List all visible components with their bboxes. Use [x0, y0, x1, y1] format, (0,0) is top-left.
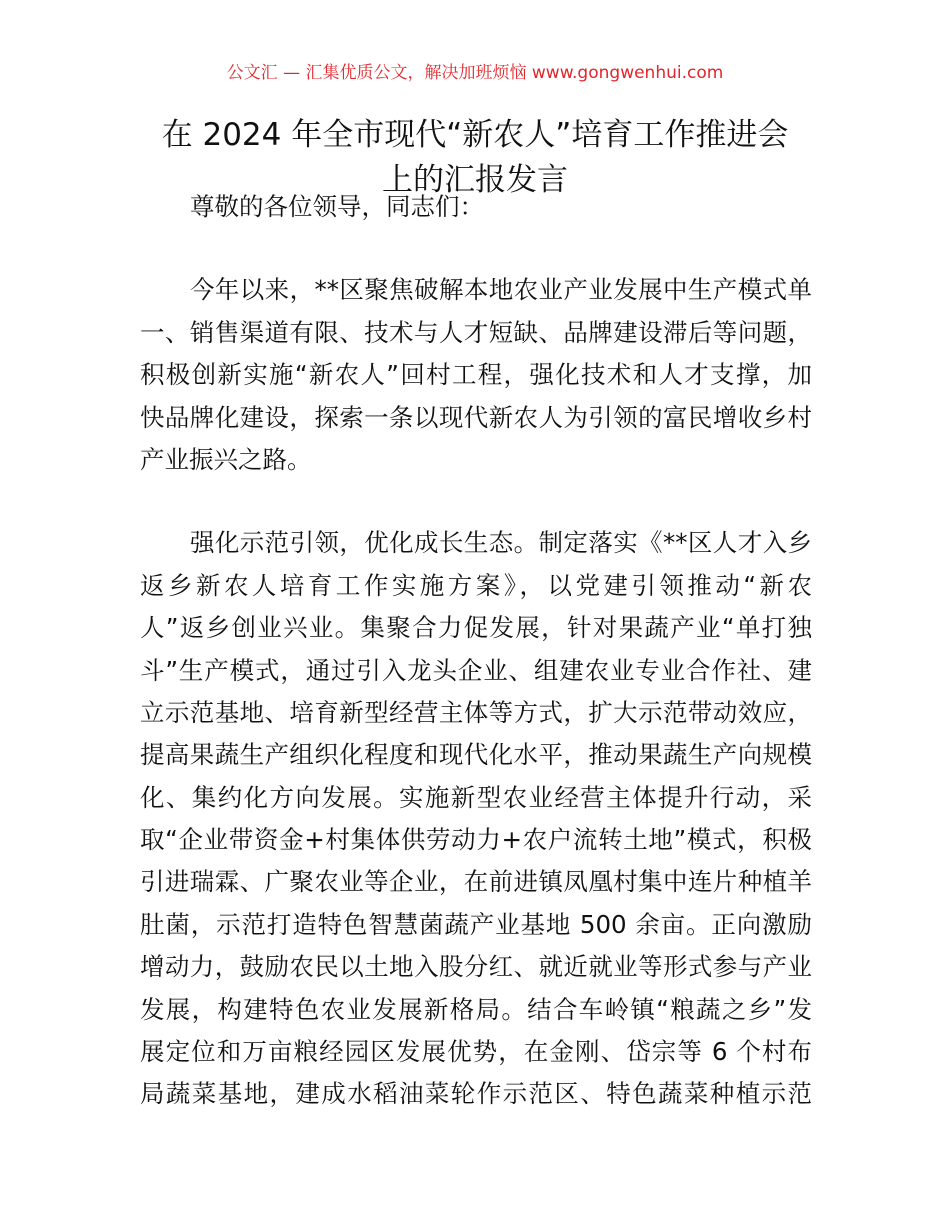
paragraph-line: 人”返乡创业兴业。集聚合力促发展，针对果蔬产业“单打独 [140, 613, 812, 643]
paragraph-line: 展定位和万亩粮经园区发展优势，在金刚、岱宗等 6 个村布 [140, 1037, 812, 1067]
greeting: 尊敬的各位领导，同志们： [190, 192, 484, 221]
paragraph-line: 提高果蔬生产组织化程度和现代化水平，推动果蔬生产向规模 [140, 740, 812, 770]
paragraph-1 [140, 269, 812, 481]
document-body [140, 186, 812, 1116]
paragraph-line: 今年以来，**区聚焦破解本地农业产业发展中生产模式单 [190, 275, 812, 305]
paragraph-line: 取“企业带资金+村集体供劳动力+农户流转土地”模式，积极 [140, 825, 812, 855]
paragraph-line: 发展，构建特色农业发展新格局。结合车岭镇“粮蔬之乡”发 [140, 994, 812, 1024]
paragraph-line: 一、销售渠道有限、技术与人才短缺、品牌建设滞后等问题， [140, 317, 812, 347]
paragraph-line: 引进瑞霖、广聚农业等企业，在前进镇凤凰村集中连片种植羊 [140, 867, 812, 897]
paragraph-line: 积极创新实施“新农人”回村工程，强化技术和人才支撑，加 [140, 360, 812, 390]
paragraph-line: 强化示范引领，优化成长生态。制定落实《**区人才入乡 [190, 528, 812, 558]
title-line: 在 2024 年全市现代“新农人”培育工作推进会 [161, 117, 789, 153]
paragraph-line: 化、集约化方向发展。实施新型农业经营主体提升行动，采 [140, 782, 812, 812]
paragraph-line: 斗”生产模式，通过引入龙头企业、组建农业专业合作社、建 [140, 655, 812, 685]
paragraph-line: 产业振兴之路。 [140, 444, 312, 474]
paragraph-2 [140, 522, 812, 1115]
paragraph-line: 增动力，鼓励农民以土地入股分红、就近就业等形式参与产业 [140, 952, 812, 982]
site-banner: 公文汇 — 汇集优质公文，解决加班烦恼 www.gongwenhui.com [226, 63, 724, 83]
paragraph-line: 快品牌化建设，探索一条以现代新农人为引领的富民增收乡村 [140, 402, 812, 432]
paragraph-line: 立示范基地、培育新型经营主体等方式，扩大示范带动效应， [140, 697, 812, 727]
paragraph-line: 肚菌，示范打造特色智慧菌蔬产业基地 500 余亩。正向激励 [140, 909, 812, 939]
paragraph-line: 局蔬菜基地，建成水稻油菜轮作示范区、特色蔬菜种植示范 [140, 1079, 812, 1109]
paragraph-line: 返乡新农人培育工作实施方案》，以党建引领推动“新农 [140, 570, 812, 600]
title-line: 上的汇报发言 [382, 162, 568, 198]
